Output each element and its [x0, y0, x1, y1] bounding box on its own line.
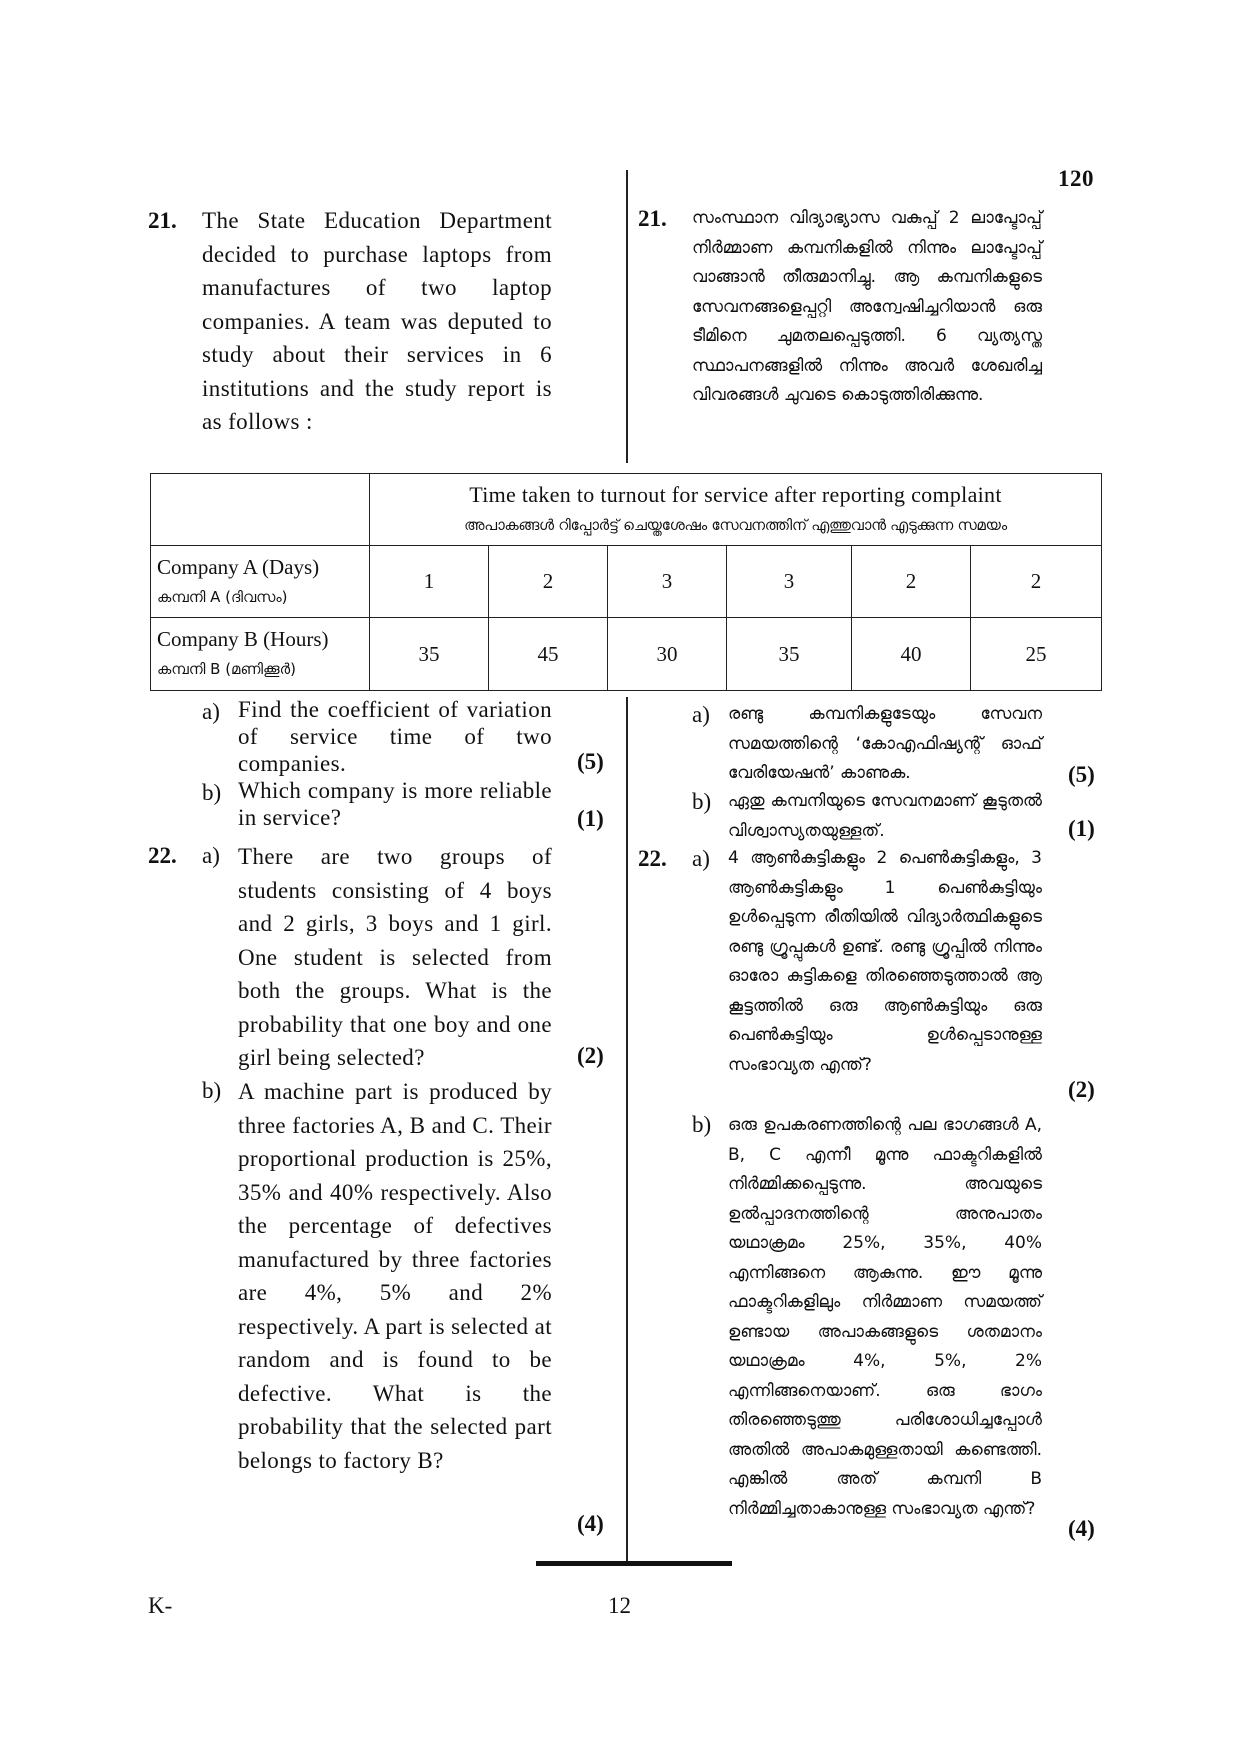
q21a-text-ml: രണ്ടു കമ്പനികളുടേയും സേവന സമയത്തിന്റെ ‘കോഎഫിഷ്യന്റ് ഓഫ് വേരിയേഷൻ’ കാണുക. — [728, 704, 1042, 783]
q22b-label-ml: b) — [692, 1112, 712, 1137]
q21a-marks-ml: (5) — [1068, 762, 1095, 787]
q22-number-ml: 22. — [638, 846, 667, 871]
table-corner-cell — [151, 474, 370, 546]
table-header-ml: അപാകങ്ങൾ റിപ്പോർട്ട് ചെയ്തശേഷം സേവനത്തിന് എത്തുവാൻ എടുക്കുന്ന സമയം — [464, 515, 1007, 534]
row-label-company-a — [151, 546, 370, 618]
q22a-text-en: There are two groups of students consisting of 4 boys and 2 girls, 3 boys and 1 girl. One student is selected from both the groups. What is the probability that one boy and one girl being selected? — [238, 844, 552, 1070]
q21a-label-ml: a) — [692, 702, 710, 727]
table-cell: 45 — [489, 618, 608, 691]
q22a-text-ml: 4 ആൺകുട്ടികളും 2 പെൺകുട്ടികളും, 3 ആൺകുട്ടികളും 1 പെൺകുട്ടിയും ഉൾപ്പെടുന്ന രീതിയിൽ വിദ്യാർത്ഥികളുടെ രണ്ടു ഗ്രൂപ്പുകൾ ഉണ്ട്. രണ്ടു ഗ്രൂപ്പിൽ നിന്നും ഓരോ കുട്ടികളെ തിരഞ്ഞെടുത്താൽ ആ കൂട്ടത്തിൽ ഒരു ആൺകുട്ടിയും ഒരു പെൺകുട്ടിയും ഉൾപ്പെടാനുള്ള സംഭാവ്യത എന്ത്? — [728, 848, 1042, 1075]
table-row-company-a — [151, 546, 1102, 618]
q22a-marks-en: (2) — [577, 1043, 604, 1068]
table-cell: 30 — [608, 618, 727, 691]
q22b-text-en: A machine part is produced by three factories A, B and C. Their proportional production is 25%, 35% and 40% respectively. Also the percentage of defectives manufactured by three factories are 4%, 5% and 2% respectively. A part is selected at random and is found to be defective. What is the probability that the selected part belongs to factory B? — [238, 1079, 552, 1473]
table-cell: 3 — [608, 546, 727, 618]
q21a-marks-en: (5) — [577, 749, 604, 774]
table-header-en: Time taken to turnout for service after reporting complaint — [469, 481, 1002, 507]
q21-text-en: The State Education Department decided to purchase laptops from manufactures of two laptop companies. A team was deputed to study about their services in 6 institutions and the study report is as follows : — [202, 208, 552, 434]
footer-code: K- — [148, 1593, 173, 1618]
row-label-ml: കമ്പനി B (മണിക്കൂർ) — [157, 660, 296, 678]
q21-number-ml: 21. — [638, 206, 667, 231]
service-time-table — [150, 473, 1102, 691]
q21b-text-ml: ഏതു കമ്പനിയുടെ സേവനമാണ് കൂടുതൽ വിശ്വാസ്യതയുള്ളത്. — [728, 791, 1042, 841]
page-number: 12 — [608, 1593, 631, 1618]
q22a-label-ml: a) — [692, 846, 710, 871]
paper-code: 120 — [1058, 166, 1094, 191]
table-cell: 2 — [971, 546, 1102, 618]
q21a-label-en: a) — [202, 699, 220, 724]
table-cell: 35 — [370, 618, 489, 691]
end-rule — [536, 1561, 732, 1566]
q21b-label-ml: b) — [692, 789, 712, 814]
q22b-marks-ml: (4) — [1068, 1516, 1095, 1541]
q22b-marks-en: (4) — [577, 1511, 604, 1536]
table-cell: 35 — [727, 618, 852, 691]
q22-number-en: 22. — [148, 843, 177, 868]
q21b-marks-ml: (1) — [1068, 816, 1095, 841]
table-cell: 40 — [852, 618, 971, 691]
q22b-text-ml: ഒരു ഉപകരണത്തിന്റെ പല ഭാഗങ്ങൾ A, B, C എന്നീ മൂന്നു ഫാക്ടറികളിൽ നിർമ്മിക്കപ്പെടുന്നു. അവയുടെ ഉൽപ്പാദനത്തിന്റെ അനുപാതം യഥാക്രമം 25%, 35%, 40% എന്നിങ്ങനെ ആകുന്നു. ഈ മൂന്നു ഫാക്ടറികളിലും നിർമ്മാണ സമയത്ത് ഉണ്ടായ അപാകങ്ങളുടെ ശതമാനം യഥാക്രമം 4%, 5%, 2% എന്നിങ്ങനെയാണ്. ഒരു ഭാഗം തിരഞ്ഞെടുത്തു പരിശോധിച്ചപ്പോൾ അതിൽ അപാകമുള്ളതായി കണ്ടെത്തി. എങ്കിൽ അത് കമ്പനി B നിർമ്മിച്ചതാകാനുള്ള സംഭാവ്യത എന്ത്? — [728, 1115, 1042, 1519]
table-header — [370, 474, 1102, 546]
q21a-text-en: Find the coefficient of variation of service time of two companies. — [238, 697, 552, 776]
q21b-label-en: b) — [202, 780, 222, 805]
table-cell: 3 — [727, 546, 852, 618]
column-divider-top — [626, 170, 628, 463]
table-cell: 2 — [489, 546, 608, 618]
row-label-company-b — [151, 618, 370, 691]
table-cell: 2 — [852, 546, 971, 618]
q21b-marks-en: (1) — [577, 806, 604, 831]
table-row-company-b — [151, 618, 1102, 691]
q21-number-en: 21. — [148, 208, 177, 233]
column-divider-bottom — [626, 697, 628, 1563]
q22a-label-en: a) — [202, 843, 220, 868]
row-label-en: Company B (Hours) — [157, 627, 329, 651]
table-cell: 1 — [370, 546, 489, 618]
q22a-marks-ml: (2) — [1068, 1077, 1095, 1102]
table-cell: 25 — [971, 618, 1102, 691]
q21b-text-en: Which company is more reliable in service? — [238, 778, 552, 830]
q22b-label-en: b) — [202, 1078, 222, 1103]
row-label-en: Company A (Days) — [157, 554, 320, 579]
row-label-ml: കമ്പനി A (ദിവസം) — [157, 587, 288, 606]
q21-text-ml: സംസ്ഥാന വിദ്യാഭ്യാസ വകുപ്പ് 2 ലാപ്ടോപ്പ് നിർമ്മാണ കമ്പനികളിൽ നിന്നും ലാപ്ടോപ്പ് വാങ്ങാൻ തീരുമാനിച്ചു. ആ കമ്പനികളുടെ സേവനങ്ങളെപ്പറ്റി അന്വേഷിച്ചറിയാൻ ഒരു ടീമിനെ ചുമതലപ്പെടുത്തി. 6 വ്യത്യസ്ത സ്ഥാപനങ്ങളിൽ നിന്നും അവർ ശേഖരിച്ച വിവരങ്ങൾ ചുവടെ കൊടുത്തിരിക്കുന്നു. — [692, 208, 1042, 405]
